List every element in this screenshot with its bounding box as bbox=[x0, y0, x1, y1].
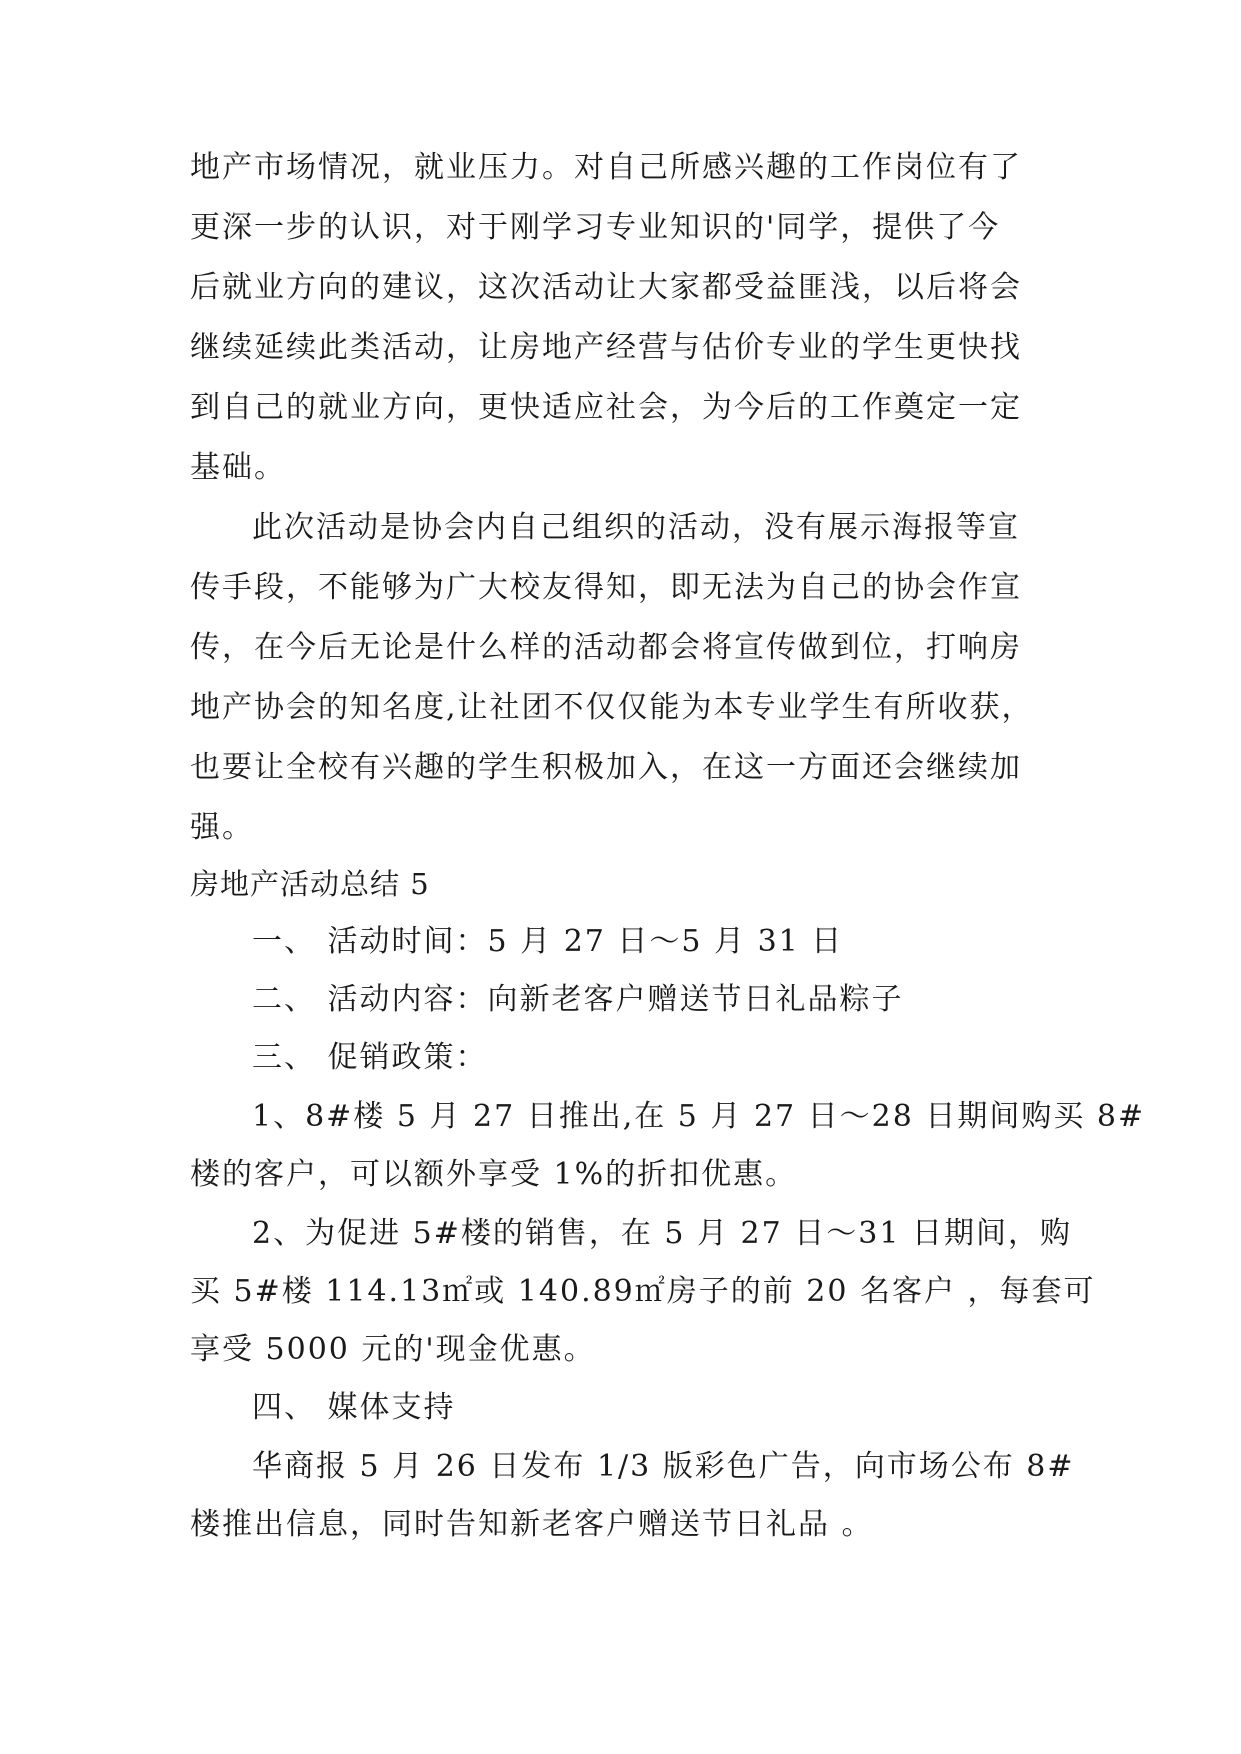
paragraph-line: 到自己的就业方向，更快适应社会，为今后的工作奠定一定 bbox=[190, 390, 1022, 425]
paragraph-line: 此次活动是协会内自己组织的活动，没有展示海报等宣 bbox=[252, 510, 1020, 545]
list-item: 三、 促销政策： bbox=[252, 1040, 488, 1075]
section-heading: 房地产活动总结 5 bbox=[190, 867, 430, 901]
paragraph-line: 更深一步的认识，对于刚学习专业知识的'同学，提供了今 bbox=[190, 210, 1001, 245]
paragraph-line: 2、为促进 5#楼的销售，在 5 月 27 日～31 日期间，购 bbox=[252, 1216, 1072, 1251]
paragraph-line: 1、8#楼 5 月 27 日推出,在 5 月 27 日～28 日期间购买 8# bbox=[252, 1099, 1146, 1134]
paragraph-line: 强。 bbox=[190, 810, 254, 845]
paragraph-line: 地产市场情况，就业压力。对自己所感兴趣的工作岗位有了 bbox=[190, 150, 1022, 185]
paragraph-line: 楼推出信息，同时告知新老客户赠送节日礼品 。 bbox=[190, 1507, 874, 1542]
list-item: 一、 活动时间：5 月 27 日～5 月 31 日 bbox=[252, 924, 844, 959]
paragraph-line: 基础。 bbox=[190, 450, 286, 485]
paragraph-line: 华商报 5 月 26 日发布 1/3 版彩色广告，向市场公布 8# bbox=[252, 1449, 1075, 1484]
paragraph-line: 地产协会的知名度,让社团不仅仅能为本专业学生有所收获， bbox=[190, 690, 1034, 725]
list-item: 四、 媒体支持 bbox=[252, 1390, 456, 1425]
paragraph-line: 传，在今后无论是什么样的活动都会将宣传做到位，打响房 bbox=[190, 630, 1022, 665]
paragraph-line: 后就业方向的建议，这次活动让大家都受益匪浅，以后将会 bbox=[190, 270, 1022, 305]
paragraph-line: 传手段，不能够为广大校友得知，即无法为自己的协会作宣 bbox=[190, 570, 1022, 605]
list-item: 二、 活动内容：向新老客户赠送节日礼品粽子 bbox=[252, 982, 904, 1017]
paragraph-line: 买 5#楼 114.13㎡或 140.89㎡房子的前 20 名客户 ，每套可 bbox=[190, 1274, 1096, 1309]
paragraph-line: 继续延续此类活动，让房地产经营与估价专业的学生更快找 bbox=[190, 330, 1022, 365]
paragraph-line: 也要让全校有兴趣的学生积极加入，在这一方面还会继续加 bbox=[190, 750, 1022, 785]
paragraph-line: 享受 5000 元的'现金优惠。 bbox=[190, 1332, 596, 1367]
paragraph-line: 楼的客户，可以额外享受 1%的折扣优惠。 bbox=[190, 1157, 798, 1192]
